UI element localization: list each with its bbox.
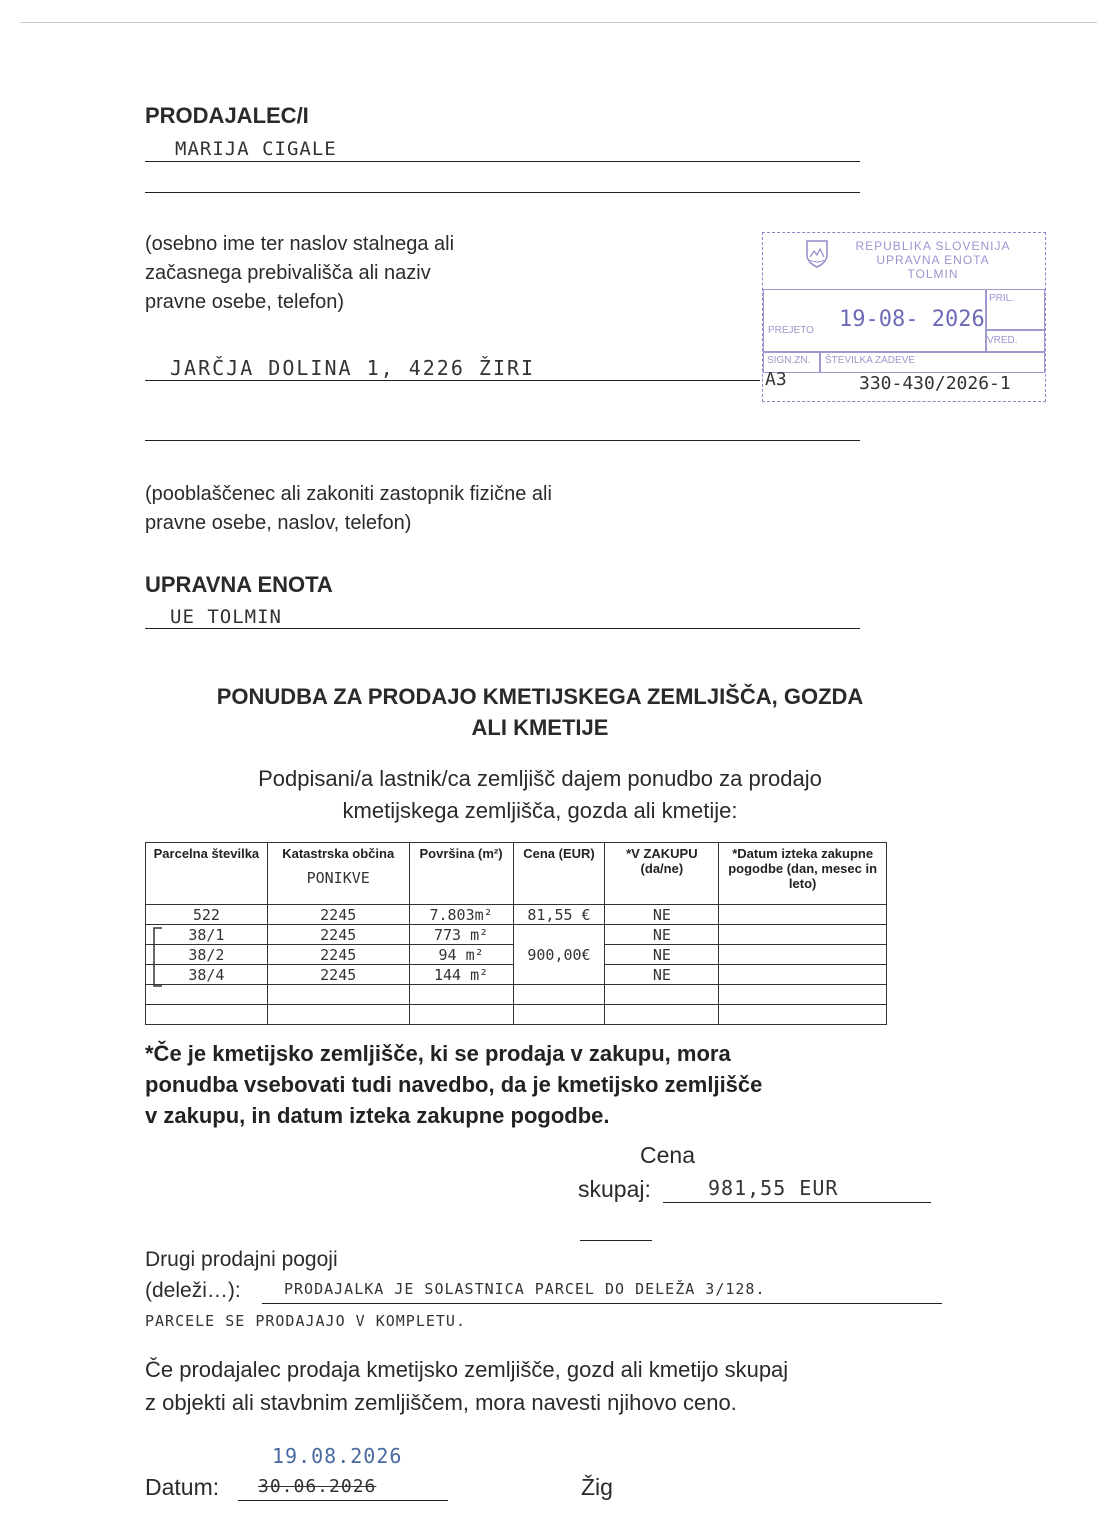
- document-title: [100, 684, 980, 741]
- seller-name-line: [145, 161, 860, 162]
- lease-note-line: *Če je kmetijsko zemljišče, ki se prodaja v zakupu, mora: [145, 1041, 731, 1066]
- table-header-row: [146, 843, 887, 905]
- stamp-sign-value: A3: [765, 369, 787, 390]
- cell-lease-date: [719, 965, 887, 985]
- seller-address: JARČJA DOLINA 1, 4226 ŽIRI: [170, 356, 536, 380]
- stamp-received-label: PREJETO: [768, 325, 814, 336]
- seller-note-line: začasnega prebivališča ali naziv: [145, 262, 431, 284]
- admin-unit-line: [145, 628, 860, 629]
- building-note-line: Če prodajalec prodaja kmetijsko zemljišče, gozd ali kmetijo skupaj: [145, 1357, 789, 1382]
- cell-cadastral: 2245: [267, 945, 409, 965]
- col-parcel-header: Parcelna številka: [146, 843, 268, 905]
- representative-note: [145, 480, 552, 538]
- total-value: 981,55 EUR: [708, 1176, 839, 1200]
- seal-label: Žig: [581, 1474, 613, 1500]
- representative-note-line: pravne osebe, naslov, telefon): [145, 512, 412, 534]
- cell-lease: NE: [605, 925, 719, 945]
- top-rule: [20, 22, 1097, 23]
- lease-note: [145, 1038, 940, 1131]
- total-underline: [580, 1240, 652, 1241]
- seller-address-line: [145, 380, 760, 381]
- cell-parcel: 38/4: [146, 965, 268, 985]
- building-note-line: z objekti ali stavbnim zemljiščem, mora navesti njihovo ceno.: [145, 1390, 737, 1415]
- cell-cadastral: 2245: [267, 965, 409, 985]
- cell-area: [409, 985, 513, 1005]
- total-label-2: skupaj:: [578, 1176, 651, 1202]
- stamp-line-1: REPUBLIKA SLOVENIJA: [855, 239, 1011, 253]
- cell-cadastral: 2245: [267, 905, 409, 925]
- cell-lease: [605, 1005, 719, 1025]
- cell-lease: NE: [605, 965, 719, 985]
- seller-heading: PRODAJALEC/I: [145, 103, 309, 128]
- lease-note-line: ponudba vsebovati tudi navedbo, da je kmetijsko zemljišče: [145, 1072, 763, 1097]
- table-row: [146, 985, 887, 1005]
- cell-lease-date: [719, 1005, 887, 1025]
- cell-area: 773 m²: [409, 925, 513, 945]
- address-extra-line: [145, 440, 860, 441]
- cell-parcel: 522: [146, 905, 268, 925]
- col-cadastral-label: Katastrska občina: [282, 846, 395, 861]
- cell-price: [513, 985, 605, 1005]
- date-new: 19.08.2026: [272, 1444, 403, 1468]
- table-row: [146, 905, 887, 925]
- stamp-line-3: TOLMIN: [907, 267, 959, 281]
- cell-lease: NE: [605, 945, 719, 965]
- stamp-sign-label: SIGN.ZN.: [767, 355, 811, 366]
- cell-price: 81,55 €: [513, 905, 605, 925]
- other-conditions-underline: [262, 1303, 942, 1304]
- stamp-case-number: 330-430/2026-1: [859, 373, 1011, 394]
- seller-name: MARIJA CIGALE: [175, 138, 337, 160]
- cell-parcel: 38/2: [146, 945, 268, 965]
- cell-lease: NE: [605, 905, 719, 925]
- stamp-value-label: VRED.: [987, 335, 1018, 346]
- date-label: Datum:: [145, 1474, 220, 1500]
- other-conditions-line-1: PRODAJALKA JE SOLASTNICA PARCEL DO DELEŽA 3/128.: [284, 1280, 766, 1298]
- parcel-group-bracket: [150, 926, 164, 988]
- cell-area: 94 m²: [409, 945, 513, 965]
- intro-line: Podpisani/a lastnik/ca zemljišč dajem ponudbo za prodajo: [258, 766, 822, 791]
- col-cadastral-header: [267, 843, 409, 905]
- seller-note-line: (osebno ime ter naslov stalnega ali: [145, 233, 455, 255]
- cell-price: 900,00€: [513, 925, 605, 985]
- parcels-table: [145, 842, 887, 1025]
- table-row: [146, 925, 887, 945]
- received-stamp: [762, 232, 1046, 402]
- lease-note-line: v zakupu, in datum izteka zakupne pogodbe.: [145, 1103, 610, 1128]
- total-line: [663, 1202, 931, 1203]
- table-row: [146, 1005, 887, 1025]
- col-area-header: Površina (m²): [409, 843, 513, 905]
- date-line: [238, 1500, 448, 1501]
- cell-area: 144 m²: [409, 965, 513, 985]
- other-conditions-line-2: PARCELE SE PRODAJAJO V KOMPLETU.: [145, 1312, 466, 1330]
- cell-lease: [605, 985, 719, 1005]
- building-note: [145, 1353, 788, 1419]
- intro-line: kmetijskega zemljišča, gozda ali kmetije:: [342, 798, 738, 823]
- col-lease-date-header: *Datum izteka zakupne pogodbe (dan, mesec in leto): [719, 843, 887, 905]
- cell-area: 7.803m²: [409, 905, 513, 925]
- stamp-received-date: 19-08- 2026: [839, 307, 985, 332]
- other-conditions-label-line: (deleži…):: [145, 1279, 241, 1302]
- cell-cadastral: [267, 1005, 409, 1025]
- cell-lease-date: [719, 945, 887, 965]
- col-price-header: Cena (EUR): [513, 843, 605, 905]
- cell-parcel: 38/1: [146, 925, 268, 945]
- other-conditions-label-line: Drugi prodajni pogoji: [145, 1248, 338, 1271]
- date-struck: 30.06.2026: [258, 1476, 377, 1497]
- cell-lease-date: [719, 905, 887, 925]
- cell-parcel: [146, 1005, 268, 1025]
- stamp-line-2: UPRAVNA ENOTA: [876, 253, 990, 267]
- admin-unit-heading: UPRAVNA ENOTA: [145, 572, 333, 597]
- seller-extra-line: [145, 192, 860, 193]
- cell-lease-date: [719, 925, 887, 945]
- stamp-attachment-label: PRIL.: [989, 293, 1015, 304]
- seller-note-line: pravne osebe, telefon): [145, 291, 345, 313]
- stamp-case-label: ŠTEVILKA ZADEVE: [825, 355, 916, 366]
- col-lease-header: *V ZAKUPU (da/ne): [605, 843, 719, 905]
- cadastral-note: PONIKVE: [306, 869, 370, 887]
- cell-cadastral: [267, 985, 409, 1005]
- cell-lease-date: [719, 985, 887, 1005]
- admin-unit-value: UE TOLMIN: [170, 606, 282, 628]
- representative-note-line: (pooblaščenec ali zakoniti zastopnik fizične ali: [145, 483, 552, 505]
- seller-note: [145, 230, 454, 317]
- cell-price: [513, 1005, 605, 1025]
- cell-area: [409, 1005, 513, 1025]
- total-label-1: Cena: [640, 1142, 695, 1168]
- cell-cadastral: 2245: [267, 925, 409, 945]
- document-title-line: ALI KMETIJE: [471, 715, 609, 740]
- document-title-line: PONUDBA ZA PRODAJO KMETIJSKEGA ZEMLJIŠČA, GOZDA: [216, 684, 864, 709]
- intro-text: [100, 763, 980, 827]
